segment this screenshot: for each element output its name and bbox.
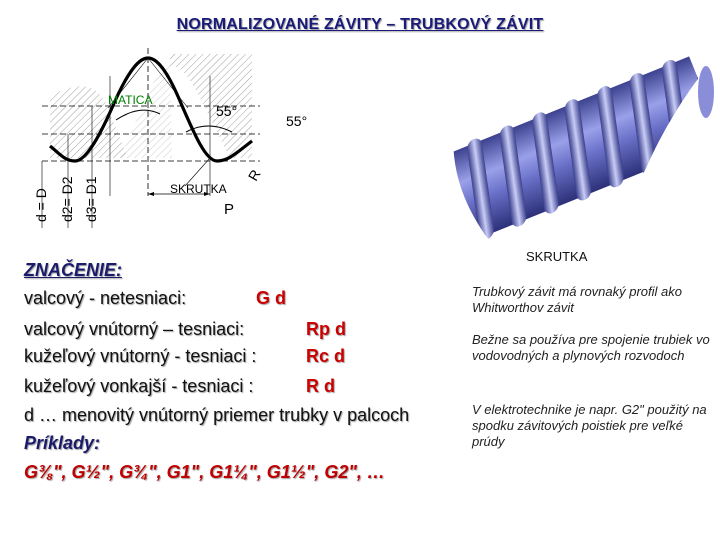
angle-label-2: 55° bbox=[286, 113, 308, 129]
screw-photo-label: SKRUTKA bbox=[526, 249, 588, 264]
marking-row-text: kužeľový vonkajší - tesniaci : bbox=[24, 376, 254, 396]
side-note-profile: Trubkový závit má rovnaký profil ako Whitworthov závit bbox=[472, 284, 682, 315]
nut-hatch-area-center bbox=[120, 66, 172, 158]
marking-row bbox=[24, 376, 253, 397]
page-title: NORMALIZOVANÉ ZÁVITY – TRUBKOVÝ ZÁVIT bbox=[176, 16, 544, 33]
marking-row-text: valcový - netesniaci: bbox=[24, 288, 187, 308]
examples-list: G⅜", G½", G¾", G1", G1¼", G1½", G2", … bbox=[24, 462, 385, 482]
side-note-usage: Bežne sa používa pre spojenie trubiek vo vodovodných a plynových rozvodoch bbox=[472, 332, 710, 363]
marking-row-code: R d bbox=[306, 376, 335, 396]
angle-label-1: 55° bbox=[216, 103, 238, 119]
marking-row-code: Rp d bbox=[306, 319, 346, 339]
dimension-label-d2: d2= D2 bbox=[59, 176, 75, 222]
marking-row-text: valcový vnútorný – tesniaci: bbox=[24, 319, 245, 339]
marking-row-code: Rc d bbox=[306, 346, 346, 366]
side-note-electro: V elektrotechnike je napr. G2" použitý na spodku závitových poistiek pre veľké prúdy bbox=[472, 402, 707, 449]
radius-label: R bbox=[244, 166, 264, 184]
d-note: d … menovitý vnútorný priemer trubky v palcoch bbox=[24, 405, 410, 425]
marking-row-code: G d bbox=[256, 288, 286, 308]
marking-heading: ZNAČENIE: bbox=[24, 260, 122, 280]
marking-row bbox=[24, 319, 244, 340]
matica-label: MATICA bbox=[108, 93, 153, 107]
dimension-label-d: d = D bbox=[33, 188, 49, 222]
marking-row-text: kužeľový vnútorný - tesniaci : bbox=[24, 346, 257, 366]
marking-row bbox=[24, 346, 256, 367]
pitch-label: P bbox=[224, 201, 235, 218]
screw-end-cap bbox=[698, 66, 714, 118]
screw-photo bbox=[444, 44, 714, 240]
examples-heading: Príklady: bbox=[24, 433, 101, 453]
thread-profile-diagram bbox=[20, 46, 308, 231]
marking-row bbox=[24, 288, 186, 309]
skrutka-label: SKRUTKA bbox=[170, 182, 227, 196]
dimension-label-d3: d3= D1 bbox=[83, 176, 99, 222]
